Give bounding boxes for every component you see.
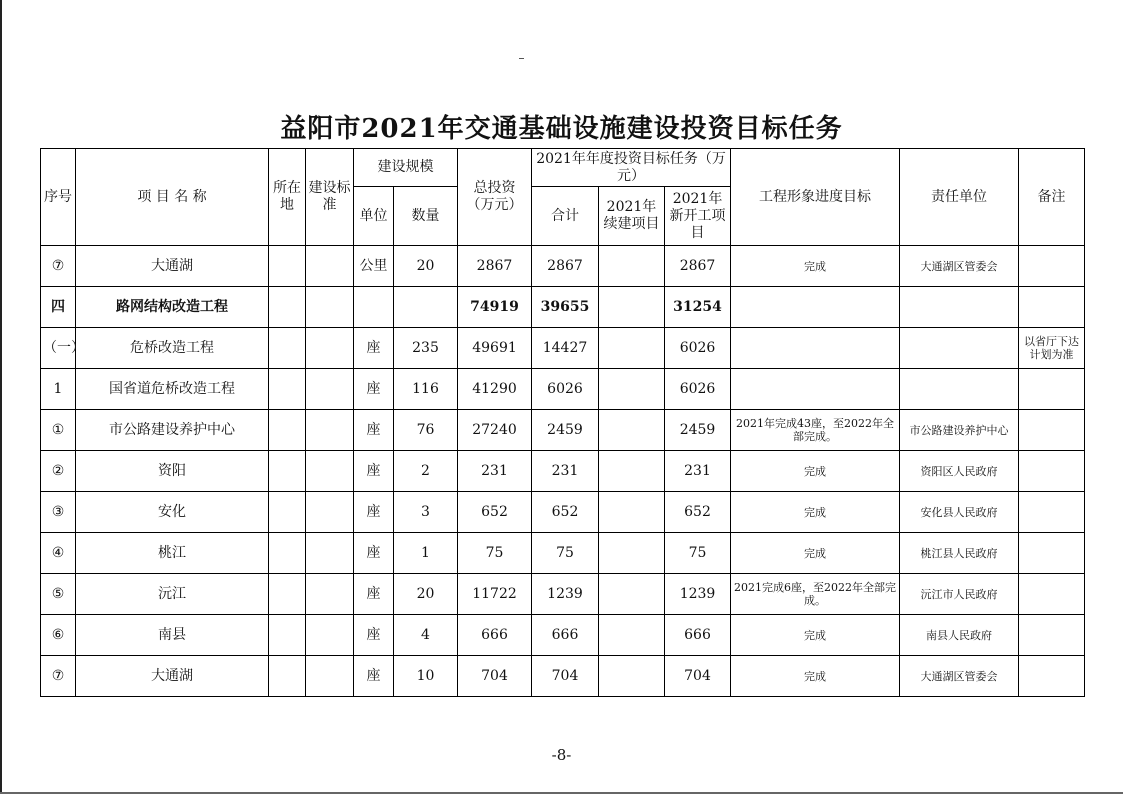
cell-unit: 座 (354, 574, 394, 615)
header-responsible: 责任单位 (900, 149, 1019, 246)
cell-progress (731, 328, 900, 369)
cell-responsible: 桃江县人民政府 (900, 533, 1019, 574)
cell-seq: ⑦ (41, 656, 76, 697)
cell-continuing (599, 328, 665, 369)
cell-progress: 完成 (731, 451, 900, 492)
cell-continuing (599, 410, 665, 451)
cell-qty: 20 (394, 574, 458, 615)
cell-subtotal: 652 (532, 492, 599, 533)
cell-qty: 10 (394, 656, 458, 697)
cell-progress: 完成 (731, 615, 900, 656)
cell-location (269, 656, 306, 697)
cell-seq: ② (41, 451, 76, 492)
cell-responsible: 大通湖区管委会 (900, 656, 1019, 697)
cell-remark (1019, 287, 1085, 328)
cell-location (269, 287, 306, 328)
cell-responsible: 南县人民政府 (900, 615, 1019, 656)
header-location: 所在地 (269, 149, 306, 246)
cell-qty: 1 (394, 533, 458, 574)
header-qty: 数量 (394, 187, 458, 246)
table-row (41, 492, 1085, 533)
cell-progress: 完成 (731, 492, 900, 533)
cell-location (269, 574, 306, 615)
table-row (41, 574, 1085, 615)
cell-standard (306, 492, 354, 533)
cell-qty: 116 (394, 369, 458, 410)
cell-progress: 完成 (731, 533, 900, 574)
cell-standard (306, 451, 354, 492)
cell-standard (306, 287, 354, 328)
cell-new-start: 652 (665, 492, 731, 533)
cell-unit: 座 (354, 492, 394, 533)
cell-standard (306, 615, 354, 656)
cell-subtotal: 1239 (532, 574, 599, 615)
cell-name: 资阳 (76, 451, 269, 492)
cell-name: 沅江 (76, 574, 269, 615)
cell-continuing (599, 656, 665, 697)
cell-subtotal: 704 (532, 656, 599, 697)
cell-name: 路网结构改造工程 (76, 287, 269, 328)
cell-qty: 76 (394, 410, 458, 451)
cell-responsible: 安化县人民政府 (900, 492, 1019, 533)
cell-seq: ⑦ (41, 246, 76, 287)
cell-standard (306, 533, 354, 574)
cell-unit: 座 (354, 410, 394, 451)
cell-qty: 235 (394, 328, 458, 369)
cell-remark (1019, 369, 1085, 410)
cell-responsible: 市公路建设养护中心 (900, 410, 1019, 451)
cell-total: 27240 (458, 410, 532, 451)
table-body (41, 246, 1085, 697)
cell-total: 652 (458, 492, 532, 533)
cell-seq: ③ (41, 492, 76, 533)
cell-standard (306, 656, 354, 697)
table-row (41, 410, 1085, 451)
cell-responsible (900, 369, 1019, 410)
header-seq: 序号 (41, 149, 76, 246)
cell-remark: 以省厅下达计划为准 (1019, 328, 1085, 369)
cell-remark (1019, 656, 1085, 697)
cell-seq: 四 (41, 287, 76, 328)
cell-continuing (599, 492, 665, 533)
table-row (41, 656, 1085, 697)
cell-total: 41290 (458, 369, 532, 410)
cell-remark (1019, 246, 1085, 287)
cell-total: 704 (458, 656, 532, 697)
cell-total: 11722 (458, 574, 532, 615)
cell-progress: 完成 (731, 656, 900, 697)
cell-seq: ④ (41, 533, 76, 574)
cell-unit: 座 (354, 656, 394, 697)
cell-continuing (599, 287, 665, 328)
cell-subtotal: 75 (532, 533, 599, 574)
cell-remark (1019, 451, 1085, 492)
cell-unit: 座 (354, 328, 394, 369)
table-row (41, 287, 1085, 328)
cell-progress: 完成 (731, 246, 900, 287)
cell-name: 市公路建设养护中心 (76, 410, 269, 451)
cell-seq: 1 (41, 369, 76, 410)
cell-remark (1019, 410, 1085, 451)
cell-name: 危桥改造工程 (76, 328, 269, 369)
cell-responsible: 资阳区人民政府 (900, 451, 1019, 492)
cell-continuing (599, 246, 665, 287)
cell-location (269, 369, 306, 410)
cell-name: 大通湖 (76, 246, 269, 287)
cell-name: 大通湖 (76, 656, 269, 697)
document-title: 益阳市2021年交通基础设施建设投资目标任务 (280, 114, 843, 144)
cell-new-start: 75 (665, 533, 731, 574)
cell-subtotal: 14427 (532, 328, 599, 369)
header-scale: 建设规模 (354, 149, 458, 187)
cell-standard (306, 328, 354, 369)
header-subtotal: 合计 (532, 187, 599, 246)
cell-remark (1019, 615, 1085, 656)
cell-total: 49691 (458, 328, 532, 369)
header-standard: 建设标准 (306, 149, 354, 246)
table-row (41, 615, 1085, 656)
cell-location (269, 451, 306, 492)
cell-location (269, 246, 306, 287)
cell-progress: 2021年完成43座，至2022年全部完成。 (731, 410, 900, 451)
cell-responsible: 大通湖区管委会 (900, 246, 1019, 287)
cell-new-start: 2867 (665, 246, 731, 287)
cell-seq: ⑤ (41, 574, 76, 615)
cell-qty: 2 (394, 451, 458, 492)
header-remark: 备注 (1019, 149, 1085, 246)
cell-continuing (599, 533, 665, 574)
cell-name: 国省道危桥改造工程 (76, 369, 269, 410)
cell-standard (306, 246, 354, 287)
cell-seq: ① (41, 410, 76, 451)
cell-location (269, 410, 306, 451)
cell-total: 74919 (458, 287, 532, 328)
cell-subtotal: 6026 (532, 369, 599, 410)
cell-new-start: 6026 (665, 328, 731, 369)
cell-seq: ⑥ (41, 615, 76, 656)
cell-progress (731, 369, 900, 410)
cell-total: 2867 (458, 246, 532, 287)
cell-name: 南县 (76, 615, 269, 656)
cell-new-start: 6026 (665, 369, 731, 410)
page-number: -8- (551, 746, 572, 764)
cell-total: 75 (458, 533, 532, 574)
cell-remark (1019, 492, 1085, 533)
header-total: 总投资（万元） (458, 149, 532, 246)
cell-seq: （一） (41, 328, 76, 369)
cell-responsible (900, 287, 1019, 328)
table-row (41, 328, 1085, 369)
cell-subtotal: 39655 (532, 287, 599, 328)
cell-progress: 2021完成6座，至2022年全部完成。 (731, 574, 900, 615)
cell-subtotal: 666 (532, 615, 599, 656)
cell-continuing (599, 574, 665, 615)
cell-new-start: 704 (665, 656, 731, 697)
table-row (41, 246, 1085, 287)
cell-subtotal: 231 (532, 451, 599, 492)
cell-qty (394, 287, 458, 328)
cell-subtotal: 2867 (532, 246, 599, 287)
cell-new-start: 31254 (665, 287, 731, 328)
cell-name: 安化 (76, 492, 269, 533)
cell-unit (354, 287, 394, 328)
cell-qty: 4 (394, 615, 458, 656)
cell-qty: 3 (394, 492, 458, 533)
cell-subtotal: 2459 (532, 410, 599, 451)
cell-responsible: 沅江市人民政府 (900, 574, 1019, 615)
table-row (41, 369, 1085, 410)
cell-unit: 公里 (354, 246, 394, 287)
cell-new-start: 2459 (665, 410, 731, 451)
header-continuing: 2021年续建项目 (599, 187, 665, 246)
cell-location (269, 492, 306, 533)
cell-standard (306, 410, 354, 451)
investment-table (40, 148, 1085, 697)
table-header (41, 149, 1085, 246)
cell-location (269, 328, 306, 369)
cell-new-start: 666 (665, 615, 731, 656)
cell-total: 666 (458, 615, 532, 656)
table-row (41, 533, 1085, 574)
cell-unit: 座 (354, 615, 394, 656)
cell-remark (1019, 574, 1085, 615)
cell-unit: 座 (354, 369, 394, 410)
header-annual: 2021年年度投资目标任务（万元） (532, 149, 731, 187)
cell-new-start: 231 (665, 451, 731, 492)
cell-location (269, 533, 306, 574)
cell-continuing (599, 369, 665, 410)
header-progress: 工程形象进度目标 (731, 149, 900, 246)
cell-unit: 座 (354, 451, 394, 492)
cell-unit: 座 (354, 533, 394, 574)
cell-name: 桃江 (76, 533, 269, 574)
cell-responsible (900, 328, 1019, 369)
cell-continuing (599, 615, 665, 656)
header-unit: 单位 (354, 187, 394, 246)
scan-mark (519, 58, 524, 59)
cell-remark (1019, 533, 1085, 574)
header-name: 项 目 名 称 (76, 149, 269, 246)
table-row (41, 451, 1085, 492)
header-new-start: 2021年新开工项目 (665, 187, 731, 246)
cell-continuing (599, 451, 665, 492)
cell-standard (306, 574, 354, 615)
cell-standard (306, 369, 354, 410)
cell-new-start: 1239 (665, 574, 731, 615)
cell-total: 231 (458, 451, 532, 492)
cell-progress (731, 287, 900, 328)
cell-location (269, 615, 306, 656)
cell-qty: 20 (394, 246, 458, 287)
